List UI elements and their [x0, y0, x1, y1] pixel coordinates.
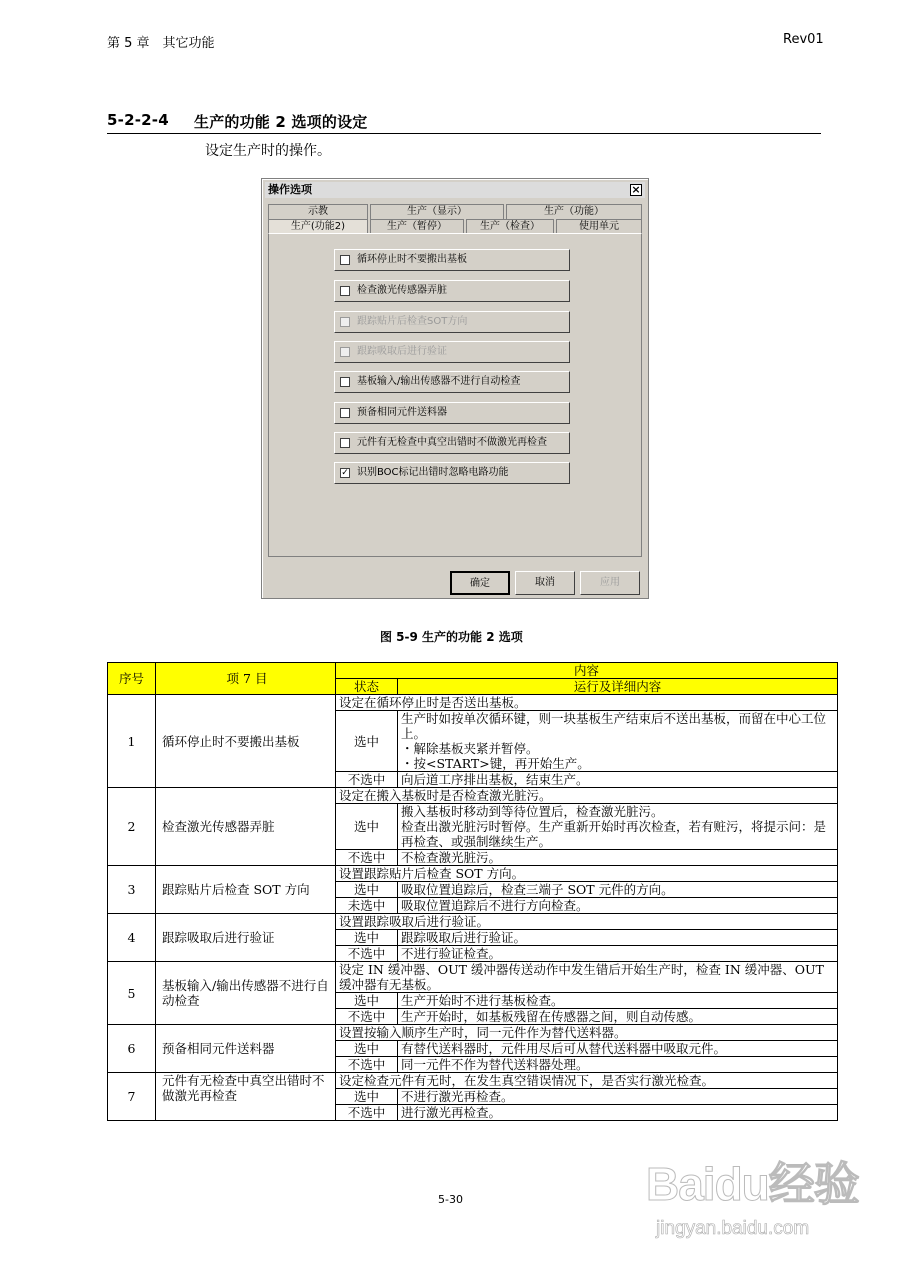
row-item: 预备相同元件送料器	[156, 1025, 336, 1073]
option-sot-direction-check	[334, 311, 570, 333]
tab-production-function[interactable]: 生产（功能）	[506, 204, 642, 219]
option-label: 预备相同元件送料器	[357, 407, 447, 418]
section-rule	[107, 133, 821, 134]
row-item: 跟踪吸取后进行验证	[156, 914, 336, 962]
row-item: 循环停止时不要搬出基板	[156, 695, 336, 788]
detail-unselected: 生产开始时，如基板残留在传感器之间，则自动传感。	[398, 1009, 838, 1025]
row-desc: 设定检查元件有无时，在发生真空错误情况下，是否实行激光检查。	[336, 1073, 838, 1089]
tab-production-function2[interactable]: 生产(功能2)	[268, 219, 368, 234]
checkbox	[340, 317, 350, 327]
state-selected: 选中	[336, 1041, 398, 1057]
row-desc: 设置按输入顺序生产时，同一元件作为替代送料器。	[336, 1025, 838, 1041]
header-item: 项 7 目	[156, 663, 336, 695]
option-label: 基板输入/输出传感器不进行自动检查	[357, 376, 521, 387]
row-no: 5	[108, 962, 156, 1025]
tab-teach[interactable]: 示教	[268, 204, 368, 219]
watermark-brand: Baidu经验	[646, 1158, 859, 1210]
detail-selected: 不进行激光再检查。	[398, 1089, 838, 1105]
detail-selected: 搬入基板时移动到等待位置后，检查激光脏污。 检查出激光脏污时暂停。生产重新开始时再次检查，若有赃污，将提示问：是再检查、或强制继续生产。	[398, 804, 838, 850]
row-desc: 设置跟踪吸取后进行验证。	[336, 914, 838, 930]
row-desc: 设定在循环停止时是否送出基板。	[336, 695, 838, 711]
state-selected: 选中	[336, 882, 398, 898]
row-no: 1	[108, 695, 156, 788]
watermark-url: jingyan.baidu.com	[656, 1218, 810, 1239]
option-label: 检查激光传感器弄脏	[357, 285, 447, 296]
row-item: 跟踪贴片后检查 SOT 方向	[156, 866, 336, 914]
figure-caption: 图 5-9 生产的功能 2 选项	[380, 630, 523, 644]
option-label: 元件有无检查中真空出错时不做激光再检查	[357, 437, 547, 448]
row-no: 7	[108, 1073, 156, 1121]
option-no-io-sensor-check[interactable]	[334, 371, 570, 393]
state-selected: 选中	[336, 804, 398, 850]
state-unselected: 不选中	[336, 850, 398, 866]
detail-unselected: 吸取位置追踪后不进行方向检查。	[398, 898, 838, 914]
option-label: 循环停止时不要搬出基板	[357, 254, 467, 265]
row-no: 6	[108, 1025, 156, 1073]
option-label: 跟踪贴片后检查SOT方向	[357, 316, 468, 327]
state-unselected: 未选中	[336, 898, 398, 914]
detail-unselected: 向后道工序排出基板，结束生产。	[398, 772, 838, 788]
row-item: 检查激光传感器弄脏	[156, 788, 336, 866]
checkbox	[340, 347, 350, 357]
tab-use-unit[interactable]: 使用单元	[556, 219, 642, 234]
row-no: 3	[108, 866, 156, 914]
option-no-laser-recheck[interactable]	[334, 432, 570, 454]
table-row	[108, 788, 838, 804]
tab-production-pause[interactable]: 生产（暂停）	[370, 219, 464, 234]
page-number: 5-30	[438, 1193, 463, 1206]
row-item: 基板输入/输出传感器不进行自动检查	[156, 962, 336, 1025]
checkbox-checked-icon[interactable]: ✓	[341, 468, 349, 478]
checkbox[interactable]	[340, 438, 350, 448]
table-row	[108, 1025, 838, 1041]
option-ignore-boc-mark[interactable]	[334, 462, 570, 484]
options-table	[107, 662, 838, 1121]
detail-selected: 生产开始时不进行基板检查。	[398, 993, 838, 1009]
table-header-row	[108, 663, 838, 679]
state-unselected: 不选中	[336, 1105, 398, 1121]
detail-selected: 生产时如按单次循环键，则一块基板生产结束后不送出基板，而留在中心工位上。 ・解除基板夹紧并暂停。 ・按<START>键，再开始生产。	[398, 711, 838, 772]
detail-unselected: 不进行验证检查。	[398, 946, 838, 962]
detail-selected: 吸取位置追踪后，检查三端子 SOT 元件的方向。	[398, 882, 838, 898]
checkbox[interactable]	[340, 255, 350, 265]
state-unselected: 不选中	[336, 946, 398, 962]
table-row	[108, 962, 838, 993]
row-desc: 设定在搬入基板时是否检查激光脏污。	[336, 788, 838, 804]
options-dialog	[261, 178, 649, 599]
row-desc: 设定 IN 缓冲器、OUT 缓冲器传送动作中发生错后开始生产时，检查 IN 缓冲器、OUT 缓冲器有无基板。	[336, 962, 838, 993]
row-no: 4	[108, 914, 156, 962]
row-no: 2	[108, 788, 156, 866]
header-content: 内容	[336, 663, 838, 679]
state-unselected: 不选中	[336, 1009, 398, 1025]
tab-production-display[interactable]: 生产（显示）	[370, 204, 504, 219]
tab-production-check[interactable]: 生产（检查）	[466, 219, 554, 234]
table-row	[108, 1073, 838, 1089]
header-no: 序号	[108, 663, 156, 695]
state-selected: 选中	[336, 993, 398, 1009]
detail-selected: 跟踪吸取后进行验证。	[398, 930, 838, 946]
intro-text: 设定生产时的操作。	[205, 143, 331, 159]
row-desc: 设置跟踪贴片后检查 SOT 方向。	[336, 866, 838, 882]
table-row	[108, 914, 838, 930]
section-number: 5-2-2-4	[107, 111, 169, 129]
option-no-unload-on-cycle-stop[interactable]	[334, 249, 570, 271]
state-unselected: 不选中	[336, 1057, 398, 1073]
header-detail: 运行及详细内容	[398, 679, 838, 695]
checkbox[interactable]	[340, 377, 350, 387]
detail-unselected: 进行激光再检查。	[398, 1105, 838, 1121]
option-label: 识别BOC标记出错时忽略电路功能	[357, 467, 509, 478]
dialog-title: 操作选项	[268, 183, 312, 196]
close-icon[interactable]: ×	[631, 183, 641, 196]
row-item: 元件有无检查中真空出错时不做激光再检查	[156, 1073, 336, 1121]
baidu-watermark	[646, 1148, 876, 1258]
header-state: 状态	[336, 679, 398, 695]
table-row	[108, 866, 838, 882]
state-selected: 选中	[336, 1089, 398, 1105]
section-title: 生产的功能 2 选项的设定	[194, 113, 368, 131]
dialog-title-bar	[265, 182, 645, 198]
revision-label: Rev01	[783, 32, 824, 47]
state-unselected: 不选中	[336, 772, 398, 788]
option-label: 跟踪吸取后进行验证	[357, 346, 447, 357]
apply-button: 应用	[580, 571, 640, 595]
checkbox[interactable]	[340, 286, 350, 296]
chapter-header: 第 5 章 其它功能	[107, 36, 215, 51]
option-verify-after-pickup	[334, 341, 570, 363]
detail-unselected: 同一元件不作为替代送料器处理。	[398, 1057, 838, 1073]
state-selected: 选中	[336, 711, 398, 772]
option-spare-feeder[interactable]	[334, 402, 570, 424]
cancel-button[interactable]: 取消	[515, 571, 575, 595]
table-row	[108, 695, 838, 711]
state-selected: 选中	[336, 930, 398, 946]
detail-selected: 有替代送料器时，元件用尽后可从替代送料器中吸取元件。	[398, 1041, 838, 1057]
ok-button[interactable]: 确定	[450, 571, 510, 595]
option-check-laser-dirty[interactable]	[334, 280, 570, 302]
checkbox[interactable]	[340, 408, 350, 418]
detail-unselected: 不检查激光脏污。	[398, 850, 838, 866]
